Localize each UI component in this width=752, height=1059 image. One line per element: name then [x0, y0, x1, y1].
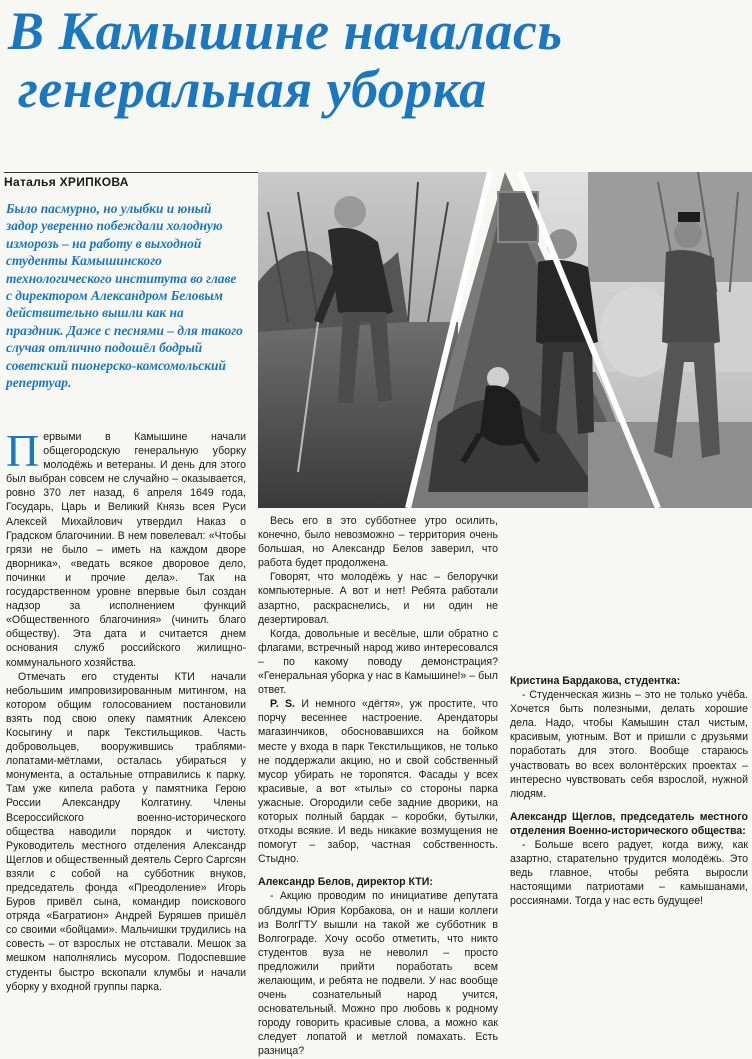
article-paragraph-4: Говорят, что молодёжь у нас – белоручки компьютерные. А вот и нет! Ребята работали азартно, раскраснелись, и ни один не дезертировал.	[258, 571, 498, 626]
article-column-3	[510, 514, 748, 909]
postscript-label: P. S.	[270, 698, 295, 711]
speaker-shcheglov: Александр Щеглов, председатель местного отделения Военно-исторического общества:	[510, 810, 748, 837]
article-column-1	[6, 425, 246, 994]
quote-belov-text: - Акцию проводим по инициативе депутата облдумы Юрия Корбакова, он и наши коллеги из ВолгГТУ вышли на такой же субботник в Волгограде. Хочу особо отметить, что никто студентов вуза не неволил – просто предложили прийти поработать всем желающим, и ребята не подвели. У нас вообще очень сознательный народ учится, основательный. Можно про любовь к родному городу говорить красивые слова, а можно как следует лопатой и метлой помахать. Есть разница?	[258, 890, 498, 1058]
lead-paragraph: Было пасмурно, но улыбки и юный задор уверенно побеждали холодную изморозь – на работу в выходной студенты Камышинского технологического института во главе с директором Александром Беловым действительно вышли как на праздник. Даже с песнями – для такого случая отлично подошёл бодрый советский пионерско-комсомольский репертуар.	[6, 201, 243, 391]
article-postscript	[258, 697, 498, 866]
speaker-bardakova: Кристина Бардакова, студентка:	[510, 675, 681, 687]
drop-cap: П	[6, 425, 40, 476]
byline-rule	[4, 172, 266, 173]
article-paragraph-1-text: ервыми в Камышине начали общегородскую генеральную уборку молодёжь и ветераны. И день для этого был выбран совсем не случайно – оказывается, ровно 370 лет назад, 6 апреля 1649 года, Государь, Царь и Великий Князь всея Руси Алексей Михайлович утвердил Наказ о Градском благочинии. В нем повелевал: «Чтобы грязи не было – иметь на каждом дворе дворника», «ведать всякое дворовое дело, починки и прочие дела». Так на государственном уровне впервые был создан надзор за исполнением функций «Общественного благочиния» (чинить благо обществу). Эта дата и считается днем основания служб российского жилищно-коммунального хозяйства.	[6, 431, 246, 669]
article-paragraph-5: Когда, довольные и весёлые, шли обратно с флагами, встречный народ живо интересовался – по какому поводу демонстрация? «Генеральная уборка у нас в Камышине!» – был ответ.	[258, 627, 498, 697]
headline	[8, 2, 748, 118]
headline-line-2: генеральная уборка	[18, 59, 487, 119]
byline-author: Наталья ХРИПКОВА	[4, 175, 129, 189]
headline-line-1: В Камышине началась	[8, 1, 563, 61]
photo-collage	[258, 172, 752, 508]
article-paragraph-1	[6, 425, 246, 670]
photo-collage-graphic	[258, 172, 752, 508]
quote-shcheglov: - Больше всего радует, когда вижу, как азартно, старательно трудится молодёжь. Это ведь главное, чтобы ребята выросли настоящими патриотами – камышанами, россиянами. Тогда у нас есть будущее!	[510, 839, 748, 908]
article-column-2	[258, 514, 498, 1059]
article-paragraph-2: Отмечать его студенты КТИ начали небольшим импровизированным митингом, на котором общим голосованием постановили взять под свою опеку памятник Алексею Косыгину и парк Текстильщиков. Часть добровольцев, вооружившись траблями-лопатами-мётлами, осталась убираться у монумента, а остальные отправились к парку. Там уже кипела работа у памятника Герою России Александру Колгатину. Члены Всероссийского военно-исторического общества наводили порядок и чистоту. Руководитель местного отделения Александр Щеглов и общественный деятель Серго Саргсян взяли с собой на субботник внуков, председатель фонда «Преодоление» Игорь Буров привёл сына, командир поискового отряда «Багратион» Андрей Буряшев пришёл со своими «бойцами». Мальчишки трудились на совесть – от взрослых не отставали. Мешок за мешком наполнялись мусором. Подоспевшие студенты быстро вскопали клумбы и начали уборку у входной группы парка.	[6, 670, 246, 993]
postscript-text: И немного «дёгтя», уж простите, что порчу весеннее настроение. Арендаторы магазинчиков, обосновавшихся на бойком месте у входа в парк Текстильщиков, не только не поддержали акцию, но и свой собственный мусор убирать не торопятся. Фасады у всех красивые, а вот «тылы» со стороны парка ужасные. Огородили себе задние дворики, на которых полный бардак – коробки, бутылки, отходы всякие. И ведь никакие возмущения не помогут – забор, частная собственность. Стыдно.	[258, 698, 498, 866]
quote-belov-start	[258, 889, 498, 1058]
quote-bardakova: - Студенческая жизнь – это не только учёба. Хочется быть полезными, делать хорошие дела. Надо, чтобы Камышин стал чистым, красивым, уютным. Вот и пришли с друзьями поработать для этого. Вообще стараюсь участвовать во всех волонтёрских проектах – интересно чувствовать себя взрослой, нужной людям.	[510, 689, 748, 800]
speaker-belov: Александр Белов, директор КТИ:	[258, 876, 433, 889]
article-paragraph-3: Весь его в это субботнее утро осилить, конечно, было невозможно – территория очень большая, но Александр Белов заверил, что работа будет продолжена.	[258, 515, 498, 570]
